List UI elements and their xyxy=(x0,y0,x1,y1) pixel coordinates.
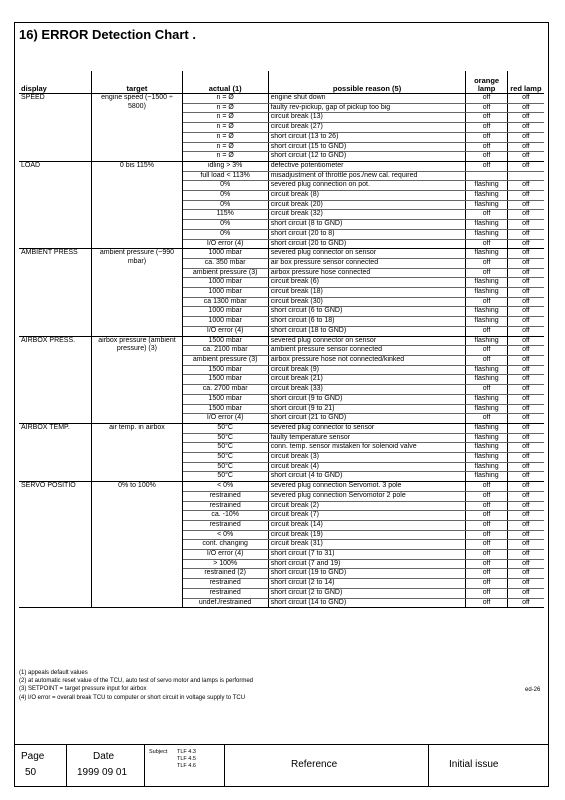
orange-lamp-cell: off xyxy=(466,210,507,220)
reason-cell: short circuit (6 to 18) xyxy=(268,317,466,327)
target-cell: air temp. in airbox xyxy=(92,423,182,481)
reference-code: ed-26 xyxy=(525,687,541,693)
red-lamp-cell: off xyxy=(507,414,544,424)
red-lamp-cell: off xyxy=(507,161,544,171)
red-lamp-cell: off xyxy=(507,113,544,123)
table-row xyxy=(19,423,544,433)
target-cell: engine speed (~1500 ÷ 5800) xyxy=(92,94,182,162)
orange-lamp-cell: flashing xyxy=(466,462,507,472)
actual-cell: 1500 mbar xyxy=(182,375,268,385)
red-lamp-cell: off xyxy=(507,307,544,317)
header-target: target xyxy=(92,71,182,94)
footer-date-cell xyxy=(67,745,145,786)
red-lamp-cell: off xyxy=(507,142,544,152)
red-lamp-cell: off xyxy=(507,472,544,482)
actual-cell: 1000 mbar xyxy=(182,249,268,259)
reason-cell: severed plug connector on sensor xyxy=(268,249,466,259)
red-lamp-cell: off xyxy=(507,326,544,336)
footer-bar xyxy=(15,744,548,786)
orange-lamp-cell: flashing xyxy=(466,191,507,201)
target-cell: 0 bis 115% xyxy=(92,161,182,248)
reason-cell: circuit break (19) xyxy=(268,530,466,540)
actual-cell: I/O error (4) xyxy=(182,326,268,336)
red-lamp-cell: off xyxy=(507,336,544,346)
reason-cell: short circuit (12 to GND) xyxy=(268,152,466,162)
actual-cell: 1500 mbar xyxy=(182,404,268,414)
actual-cell: 1000 mbar xyxy=(182,317,268,327)
red-lamp-cell: off xyxy=(507,249,544,259)
orange-lamp-cell: off xyxy=(466,239,507,249)
red-lamp-cell: off xyxy=(507,220,544,230)
orange-lamp-cell: off xyxy=(466,142,507,152)
actual-cell: I/O error (4) xyxy=(182,414,268,424)
orange-lamp-cell: off xyxy=(466,385,507,395)
actual-cell: restrained (2) xyxy=(182,569,268,579)
table-row xyxy=(19,482,544,492)
orange-lamp-cell: off xyxy=(466,414,507,424)
reason-cell: short circuit (2 to GND) xyxy=(268,588,466,598)
reason-cell: circuit break (4) xyxy=(268,462,466,472)
actual-cell: ambient pressure (3) xyxy=(182,268,268,278)
orange-lamp-cell: off xyxy=(466,346,507,356)
table-row xyxy=(19,249,544,259)
reason-cell: short circuit (21 to GND) xyxy=(268,414,466,424)
orange-lamp-cell: flashing xyxy=(466,365,507,375)
red-lamp-cell: off xyxy=(507,598,544,608)
red-lamp-cell: off xyxy=(507,453,544,463)
reason-cell: short circuit (4 to GND) xyxy=(268,472,466,482)
red-lamp-cell: off xyxy=(507,94,544,104)
actual-cell: 1000 mbar xyxy=(182,278,268,288)
actual-cell: 50°C xyxy=(182,453,268,463)
reason-cell: circuit break (8) xyxy=(268,191,466,201)
orange-lamp-cell: off xyxy=(466,491,507,501)
orange-lamp-cell: off xyxy=(466,579,507,589)
red-lamp-cell: off xyxy=(507,579,544,589)
actual-cell: n = Ø xyxy=(182,113,268,123)
actual-cell: 1500 mbar xyxy=(182,336,268,346)
target-cell: 0% to 100% xyxy=(92,482,182,608)
orange-lamp-cell: off xyxy=(466,530,507,540)
reason-cell: severed plug connection Servomot. 3 pole xyxy=(268,482,466,492)
date-value: 1999 09 01 xyxy=(77,767,128,778)
orange-lamp-cell: off xyxy=(466,550,507,560)
subject-label: Subject xyxy=(149,749,168,755)
actual-cell: < 0% xyxy=(182,482,268,492)
reason-cell: circuit break (7) xyxy=(268,511,466,521)
red-lamp-cell: off xyxy=(507,200,544,210)
reason-cell: defective potentiometer xyxy=(268,161,466,171)
reason-cell: air box pressure sensor connected xyxy=(268,258,466,268)
actual-cell: n = Ø xyxy=(182,152,268,162)
reason-cell: engine shut down xyxy=(268,94,466,104)
actual-cell: ambient pressure (3) xyxy=(182,355,268,365)
table-row xyxy=(19,161,544,171)
red-lamp-cell: off xyxy=(507,559,544,569)
orange-lamp-cell: flashing xyxy=(466,472,507,482)
reason-cell: faulty rev-pickup, gap of pickup too big xyxy=(268,103,466,113)
actual-cell: n = Ø xyxy=(182,94,268,104)
document-frame xyxy=(14,22,549,787)
reason-cell: severed plug connection on pot. xyxy=(268,181,466,191)
reason-cell: circuit break (13) xyxy=(268,113,466,123)
actual-cell: ca. 2100 mbar xyxy=(182,346,268,356)
actual-cell: cont. changing xyxy=(182,540,268,550)
reason-cell: circuit break (9) xyxy=(268,365,466,375)
reason-cell: short circuit (20 to 8) xyxy=(268,229,466,239)
actual-cell: 1000 mbar xyxy=(182,307,268,317)
subject-line: TLF 4.3 xyxy=(177,749,196,755)
orange-lamp-cell: off xyxy=(466,258,507,268)
red-lamp-cell: off xyxy=(507,229,544,239)
subject-line: TLF 4.6 xyxy=(177,763,196,769)
orange-lamp-cell: flashing xyxy=(466,453,507,463)
red-lamp-cell: off xyxy=(507,433,544,443)
actual-cell: n = Ø xyxy=(182,132,268,142)
reason-cell: short circuit (7 to 31) xyxy=(268,550,466,560)
actual-cell: 0% xyxy=(182,200,268,210)
actual-cell: I/O error (4) xyxy=(182,239,268,249)
footnote: (2) at automatic reset value of the TCU, auto test of servo motor and lamps is performed xyxy=(19,678,253,685)
actual-cell: > 100% xyxy=(182,559,268,569)
header-actual: actual (1) xyxy=(182,71,268,94)
red-lamp-cell: off xyxy=(507,394,544,404)
issue-label: Initial issue xyxy=(449,759,499,770)
display-cell: SPEED xyxy=(19,94,92,162)
actual-cell: 115% xyxy=(182,210,268,220)
reason-cell: circuit break (33) xyxy=(268,385,466,395)
red-lamp-cell: off xyxy=(507,520,544,530)
reason-cell: short circuit (9 to GND) xyxy=(268,394,466,404)
orange-lamp-cell: off xyxy=(466,598,507,608)
red-lamp-cell: off xyxy=(507,123,544,133)
subject-line: TLF 4.5 xyxy=(177,756,196,762)
actual-cell: n = Ø xyxy=(182,123,268,133)
reason-cell: misadjustment of throttle pos./new cal. required xyxy=(268,171,466,181)
orange-lamp-cell: flashing xyxy=(466,423,507,433)
orange-lamp-cell: off xyxy=(466,520,507,530)
footer-subject-cell xyxy=(145,745,225,786)
actual-cell: restrained xyxy=(182,491,268,501)
page-label: Page xyxy=(21,751,45,762)
reason-cell: short circuit (15 to GND) xyxy=(268,142,466,152)
reason-cell: short circuit (2 to 14) xyxy=(268,579,466,589)
actual-cell: ca. -10% xyxy=(182,511,268,521)
actual-cell: 1500 mbar xyxy=(182,394,268,404)
orange-lamp-cell: flashing xyxy=(466,394,507,404)
red-lamp-cell: off xyxy=(507,132,544,142)
table-row xyxy=(19,94,544,104)
actual-cell: 50°C xyxy=(182,462,268,472)
page-number: 50 xyxy=(25,767,37,778)
orange-lamp-cell: flashing xyxy=(466,307,507,317)
table-row xyxy=(19,336,544,346)
reason-cell: short circuit (7 and 19) xyxy=(268,559,466,569)
red-lamp-cell: off xyxy=(507,355,544,365)
reason-cell: short circuit (13 to 26) xyxy=(268,132,466,142)
actual-cell: I/O error (4) xyxy=(182,550,268,560)
reason-cell: short circuit (20 to GND) xyxy=(268,239,466,249)
actual-cell: 0% xyxy=(182,220,268,230)
red-lamp-cell: off xyxy=(507,152,544,162)
red-lamp-cell xyxy=(507,171,544,181)
page-title: 16) ERROR Detection Chart . xyxy=(19,27,196,42)
red-lamp-cell: off xyxy=(507,540,544,550)
orange-lamp-cell: off xyxy=(466,355,507,365)
red-lamp-cell: off xyxy=(507,443,544,453)
orange-lamp-cell: flashing xyxy=(466,433,507,443)
orange-lamp-cell: off xyxy=(466,113,507,123)
orange-lamp-cell: flashing xyxy=(466,181,507,191)
header-display: display xyxy=(19,71,92,94)
reason-cell: severed plug connector on sensor xyxy=(268,336,466,346)
target-cell: ambient pressure (~990 mbar) xyxy=(92,249,182,336)
actual-cell: 0% xyxy=(182,191,268,201)
date-label: Date xyxy=(93,751,115,762)
orange-lamp-cell: flashing xyxy=(466,220,507,230)
orange-lamp-cell: flashing xyxy=(466,288,507,298)
footnote: (3) SETPOINT = target pressure input for airbox xyxy=(19,686,147,693)
reason-cell: severed plug connection Servomotor 2 pole xyxy=(268,491,466,501)
red-lamp-cell: off xyxy=(507,239,544,249)
red-lamp-cell: off xyxy=(507,297,544,307)
red-lamp-cell: off xyxy=(507,268,544,278)
reason-cell: circuit break (18) xyxy=(268,288,466,298)
reason-cell: circuit break (31) xyxy=(268,540,466,550)
orange-lamp-cell: flashing xyxy=(466,249,507,259)
actual-cell: < 0% xyxy=(182,530,268,540)
header-orange-lamp: orange lamp xyxy=(466,71,507,94)
reference-label: Reference xyxy=(291,759,338,770)
orange-lamp-cell: flashing xyxy=(466,278,507,288)
display-cell: LOAD xyxy=(19,161,92,248)
display-cell: AMBIENT PRESS xyxy=(19,249,92,336)
red-lamp-cell: off xyxy=(507,462,544,472)
display-cell: AIRBOX PRESS. xyxy=(19,336,92,423)
orange-lamp-cell: flashing xyxy=(466,404,507,414)
orange-lamp-cell: off xyxy=(466,103,507,113)
red-lamp-cell: off xyxy=(507,501,544,511)
orange-lamp-cell: off xyxy=(466,482,507,492)
footnotes xyxy=(19,669,253,702)
orange-lamp-cell: flashing xyxy=(466,200,507,210)
footer-issue-cell xyxy=(429,745,547,786)
orange-lamp-cell: off xyxy=(466,161,507,171)
reason-cell: conn. temp. sensor mistaken for solenoid valve xyxy=(268,443,466,453)
reason-cell: short circuit (14 to GND) xyxy=(268,598,466,608)
reason-cell: circuit break (21) xyxy=(268,375,466,385)
orange-lamp-cell: off xyxy=(466,588,507,598)
orange-lamp-cell: off xyxy=(466,501,507,511)
reason-cell: airbox pressure hose connected xyxy=(268,268,466,278)
reason-cell: circuit break (2) xyxy=(268,501,466,511)
red-lamp-cell: off xyxy=(507,423,544,433)
red-lamp-cell: off xyxy=(507,511,544,521)
orange-lamp-cell: flashing xyxy=(466,375,507,385)
actual-cell: restrained xyxy=(182,501,268,511)
reason-cell: ambient pressure sensor connected xyxy=(268,346,466,356)
red-lamp-cell: off xyxy=(507,588,544,598)
reason-cell: short circuit (8 to GND) xyxy=(268,220,466,230)
red-lamp-cell: off xyxy=(507,530,544,540)
display-cell: SERVO POSITIO xyxy=(19,482,92,608)
orange-lamp-cell: off xyxy=(466,268,507,278)
red-lamp-cell: off xyxy=(507,278,544,288)
red-lamp-cell: off xyxy=(507,569,544,579)
actual-cell: 0% xyxy=(182,229,268,239)
table-body xyxy=(19,94,544,608)
actual-cell: n = Ø xyxy=(182,142,268,152)
actual-cell: restrained xyxy=(182,520,268,530)
actual-cell: restrained xyxy=(182,588,268,598)
reason-cell: short circuit (19 to GND) xyxy=(268,569,466,579)
reason-cell: severed plug connector to sensor xyxy=(268,423,466,433)
reason-cell: circuit break (20) xyxy=(268,200,466,210)
actual-cell: full load < 113% xyxy=(182,171,268,181)
red-lamp-cell: off xyxy=(507,550,544,560)
target-cell: airbox pressure (ambient pressure) (3) xyxy=(92,336,182,423)
actual-cell: n = Ø xyxy=(182,103,268,113)
orange-lamp-cell: off xyxy=(466,132,507,142)
red-lamp-cell: off xyxy=(507,346,544,356)
red-lamp-cell: off xyxy=(507,385,544,395)
reason-cell: airbox pressure hose not connected/kinked xyxy=(268,355,466,365)
actual-cell: 50°C xyxy=(182,433,268,443)
reason-cell: faulty temperature sensor xyxy=(268,433,466,443)
reason-cell: circuit break (14) xyxy=(268,520,466,530)
orange-lamp-cell: flashing xyxy=(466,317,507,327)
actual-cell: idling > 3% xyxy=(182,161,268,171)
reason-cell: circuit break (30) xyxy=(268,297,466,307)
orange-lamp-cell: off xyxy=(466,152,507,162)
orange-lamp-cell: off xyxy=(466,326,507,336)
actual-cell: 50°C xyxy=(182,443,268,453)
reason-cell: short circuit (9 to 21) xyxy=(268,404,466,414)
red-lamp-cell: off xyxy=(507,258,544,268)
orange-lamp-cell xyxy=(466,171,507,181)
header-reason: possible reason (5) xyxy=(268,71,466,94)
orange-lamp-cell: flashing xyxy=(466,229,507,239)
red-lamp-cell: off xyxy=(507,103,544,113)
actual-cell: ca. 350 mbar xyxy=(182,258,268,268)
red-lamp-cell: off xyxy=(507,210,544,220)
footnote: (4) I/O error = overall break TCU to computer or short circuit in voltage supply to TCU xyxy=(19,694,246,701)
red-lamp-cell: off xyxy=(507,317,544,327)
red-lamp-cell: off xyxy=(507,491,544,501)
footer-page-cell xyxy=(15,745,67,786)
actual-cell: ca. 2700 mbar xyxy=(182,385,268,395)
actual-cell: restrained xyxy=(182,579,268,589)
reason-cell: circuit break (27) xyxy=(268,123,466,133)
reason-cell: short circuit (6 to GND) xyxy=(268,307,466,317)
reason-cell: circuit break (6) xyxy=(268,278,466,288)
actual-cell: undef./restrained xyxy=(182,598,268,608)
actual-cell: 1000 mbar xyxy=(182,288,268,298)
error-detection-table xyxy=(19,71,544,608)
display-cell: AIRBOX TEMP. xyxy=(19,423,92,481)
reason-cell: circuit break (3) xyxy=(268,453,466,463)
red-lamp-cell: off xyxy=(507,404,544,414)
red-lamp-cell: off xyxy=(507,191,544,201)
red-lamp-cell: off xyxy=(507,288,544,298)
orange-lamp-cell: flashing xyxy=(466,443,507,453)
orange-lamp-cell: off xyxy=(466,123,507,133)
actual-cell: 50°C xyxy=(182,423,268,433)
red-lamp-cell: off xyxy=(507,375,544,385)
red-lamp-cell: off xyxy=(507,181,544,191)
actual-cell: ca 1300 mbar xyxy=(182,297,268,307)
footer-reference-cell xyxy=(225,745,429,786)
orange-lamp-cell: off xyxy=(466,540,507,550)
footnote: (1) appeals default values xyxy=(19,670,88,676)
orange-lamp-cell: off xyxy=(466,569,507,579)
header-red-lamp: red lamp xyxy=(507,71,544,94)
actual-cell: 50°C xyxy=(182,472,268,482)
table-header-row xyxy=(19,71,544,94)
red-lamp-cell: off xyxy=(507,482,544,492)
orange-lamp-cell: off xyxy=(466,94,507,104)
red-lamp-cell: off xyxy=(507,365,544,375)
actual-cell: 1500 mbar xyxy=(182,365,268,375)
actual-cell: 0% xyxy=(182,181,268,191)
orange-lamp-cell: flashing xyxy=(466,336,507,346)
orange-lamp-cell: off xyxy=(466,511,507,521)
orange-lamp-cell: off xyxy=(466,559,507,569)
reason-cell: short circuit (18 to GND) xyxy=(268,326,466,336)
reason-cell: circuit break (32) xyxy=(268,210,466,220)
orange-lamp-cell: off xyxy=(466,297,507,307)
